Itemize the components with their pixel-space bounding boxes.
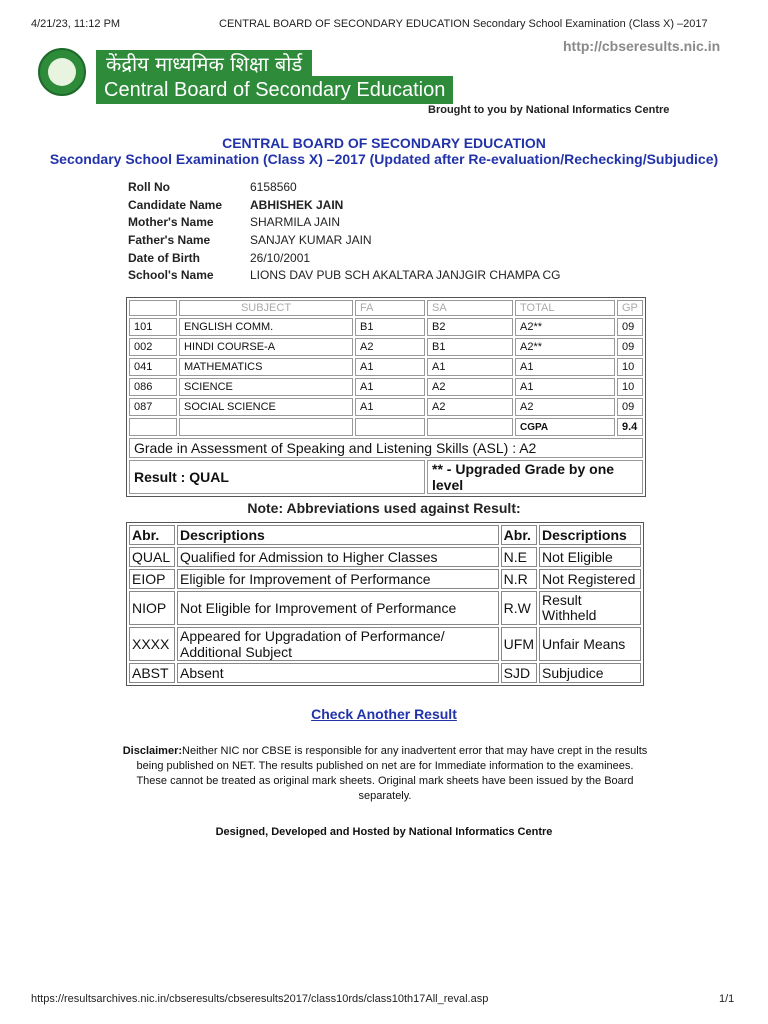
abbr-code: QUAL	[129, 547, 175, 567]
exam-heading: Secondary School Examination (Class X) –2017 (Updated after Re-evaluation/Rechecking/Subjudice)	[49, 151, 719, 167]
cgpa-value: 9.4	[617, 418, 643, 436]
subject-name: HINDI COURSE-A	[179, 338, 353, 356]
abbr-note: Note: Abbreviations used against Result:	[247, 500, 521, 516]
abbr-code: NIOP	[129, 591, 175, 625]
label-father-name: Father's Name	[128, 233, 211, 247]
abbr-desc: Not Registered	[539, 569, 641, 589]
header-code	[129, 300, 177, 316]
subject-name: SOCIAL SCIENCE	[179, 398, 353, 416]
value-father-name: SANJAY KUMAR JAIN	[250, 233, 372, 247]
header-subject: SUBJECT	[179, 300, 353, 316]
grade-total: A2**	[515, 318, 615, 336]
print-datetime: 4/21/23, 11:12 PM	[31, 18, 121, 30]
cbse-logo-icon	[38, 48, 86, 96]
subject-code: 087	[129, 398, 177, 416]
result-row	[129, 460, 643, 494]
value-roll-no: 6158560	[250, 180, 297, 194]
grade-point: 09	[617, 318, 643, 336]
subject-code: 101	[129, 318, 177, 336]
table-row	[129, 338, 643, 356]
subject-code: 041	[129, 358, 177, 376]
grade-total: A2**	[515, 338, 615, 356]
english-banner: Central Board of Secondary Education	[96, 76, 453, 104]
grade-total: A1	[515, 378, 615, 396]
abbr-code: EIOP	[129, 569, 175, 589]
check-another-result-link[interactable]: Check Another Result	[311, 706, 457, 722]
candidate-info	[128, 180, 628, 290]
table-row	[129, 591, 641, 625]
grade-sa: B1	[427, 338, 513, 356]
subject-name: SCIENCE	[179, 378, 353, 396]
asl-grade: Grade in Assessment of Speaking and Listening Skills (ASL) : A2	[129, 438, 643, 458]
grade-fa: A1	[355, 378, 425, 396]
abbr-code: UFM	[501, 627, 537, 661]
desc-header: Descriptions	[539, 525, 641, 545]
abbr-desc: Result Withheld	[539, 591, 641, 625]
grade-point: 10	[617, 358, 643, 376]
value-mother-name: SHARMILA JAIN	[250, 215, 341, 229]
grade-sa: A2	[427, 398, 513, 416]
header-gp: GP	[617, 300, 643, 316]
cgpa-row	[129, 418, 643, 436]
subject-name: MATHEMATICS	[179, 358, 353, 376]
grade-fa: B1	[355, 318, 425, 336]
abbr-code: XXXX	[129, 627, 175, 661]
abbr-desc: Appeared for Upgradation of Performance/ Additional Subject	[177, 627, 499, 661]
abbr-code: N.E	[501, 547, 537, 567]
print-doc-title: CENTRAL BOARD OF SECONDARY EDUCATION Secondary School Examination (Class X) –2017	[219, 18, 708, 30]
grade-sa: A1	[427, 358, 513, 376]
grade-point: 09	[617, 398, 643, 416]
abbr-header-row	[129, 525, 641, 545]
abbr-desc: Eligible for Improvement of Performance	[177, 569, 499, 589]
abbr-desc: Qualified for Admission to Higher Classes	[177, 547, 499, 567]
subject-name: ENGLISH COMM.	[179, 318, 353, 336]
header-sa: SA	[427, 300, 513, 316]
table-row	[129, 547, 641, 567]
label-candidate-name: Candidate Name	[128, 198, 223, 212]
abbr-code: SJD	[501, 663, 537, 683]
table-row	[129, 318, 643, 336]
disclaimer	[122, 744, 648, 804]
table-row	[129, 663, 641, 683]
table-row	[129, 358, 643, 376]
abbreviation-table	[126, 522, 644, 686]
label-dob: Date of Birth	[128, 251, 200, 265]
header-total: TOTAL	[515, 300, 615, 316]
grade-total: A1	[515, 358, 615, 376]
value-candidate-name: ABHISHEK JAIN	[250, 198, 344, 212]
results-header-row	[129, 300, 643, 316]
print-footer-url: https://resultsarchives.nic.in/cbseresults/cbseresults2017/class10rds/class10th17All_reval.asp	[31, 993, 489, 1005]
cgpa-label: CGPA	[515, 418, 615, 436]
abbr-desc: Not Eligible for Improvement of Performance	[177, 591, 499, 625]
brought-by: Brought to you by National Informatics Centre	[428, 104, 670, 116]
hindi-banner: केंद्रीय माध्यमिक शिक्षा बोर्ड	[96, 50, 312, 78]
abbr-code: R.W	[501, 591, 537, 625]
abbr-desc: Absent	[177, 663, 499, 683]
disclaimer-label: Disclaimer:	[122, 745, 183, 757]
grade-sa: A2	[427, 378, 513, 396]
grade-sa: B2	[427, 318, 513, 336]
value-dob: 26/10/2001	[250, 251, 311, 265]
disclaimer-text: Neither NIC nor CBSE is responsible for any inadvertent error that may have crept in the results being published on NET. The results published on net are for Immediate information to the examinees. These cannot be treated as original mark sheets. Original mark sheets have been issued by the Board separately.	[136, 745, 648, 802]
grade-total: A2	[515, 398, 615, 416]
label-mother-name: Mother's Name	[128, 215, 214, 229]
subject-code: 002	[129, 338, 177, 356]
upgrade-note: ** - Upgraded Grade by one level	[427, 460, 643, 494]
desc-header: Descriptions	[177, 525, 499, 545]
abbr-header: Abr.	[129, 525, 175, 545]
table-row	[129, 627, 641, 661]
abbr-desc: Subjudice	[539, 663, 641, 683]
grade-point: 09	[617, 338, 643, 356]
abbr-header: Abr.	[501, 525, 537, 545]
header-fa: FA	[355, 300, 425, 316]
table-row	[129, 569, 641, 589]
subject-code: 086	[129, 378, 177, 396]
site-url[interactable]: http://cbseresults.nic.in	[563, 38, 721, 54]
label-roll-no: Roll No	[128, 180, 170, 194]
value-school-name: LIONS DAV PUB SCH AKALTARA JANJGIR CHAMPA CG	[250, 268, 561, 282]
grade-fa: A1	[355, 358, 425, 376]
table-row	[129, 398, 643, 416]
result-status: Result : QUAL	[129, 460, 425, 494]
table-row	[129, 378, 643, 396]
abbr-desc: Unfair Means	[539, 627, 641, 661]
grade-fa: A2	[355, 338, 425, 356]
site-footer: Designed, Developed and Hosted by National Informatics Centre	[215, 826, 553, 838]
print-page-number: 1/1	[719, 993, 735, 1005]
abbr-desc: Not Eligible	[539, 547, 641, 567]
grade-fa: A1	[355, 398, 425, 416]
grade-point: 10	[617, 378, 643, 396]
abbr-code: ABST	[129, 663, 175, 683]
results-table	[126, 297, 646, 497]
board-heading: CENTRAL BOARD OF SECONDARY EDUCATION	[222, 135, 546, 151]
label-school-name: School's Name	[128, 268, 214, 282]
asl-row	[129, 438, 643, 458]
abbr-code: N.R	[501, 569, 537, 589]
